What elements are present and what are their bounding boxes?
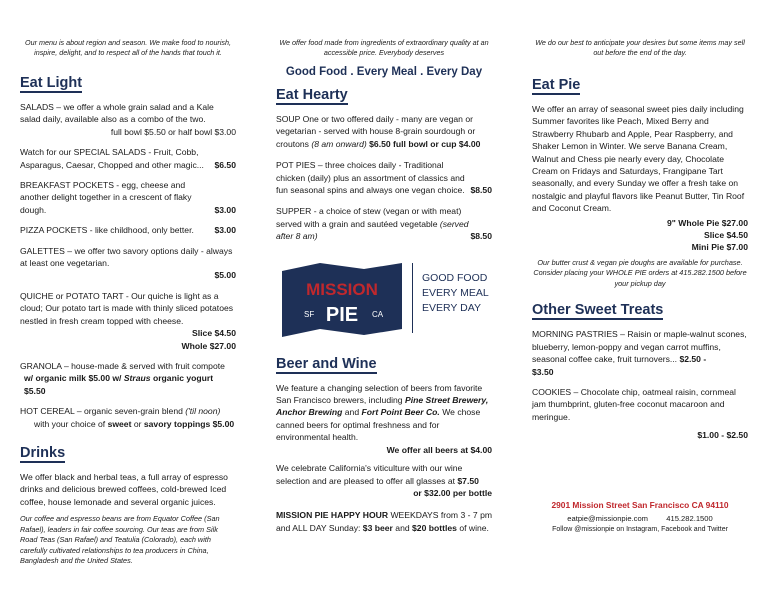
svg-text:SF: SF: [304, 309, 315, 319]
hot-cereal-price: with your choice of sweet or savory toppings $5.00: [34, 418, 235, 429]
column-right: [512, 0, 768, 594]
eat-pie-text: We offer an array of seasonal sweet pies daily including Summer favorites like Peach, Mixed Berry and Strawberry Rhubarb and Apple, Pear Raspberry, and Shaker Lemon in Winter. We serve Banana Cream, Walnut and Chess pie nearly every day, Chocolate Cream on Fridays and Saturdays, Frangipane Tart seasonally, and every Sunday we offer a fresh take on nostalgic and playful flavors like Peanut Butter, Tin Roof and Coconut Cream.: [532, 104, 745, 214]
svg-text:PIE: PIE: [325, 303, 359, 326]
other-sweet-treats-heading: Other Sweet Treats: [532, 302, 664, 319]
hot-cereal-text: HOT CEREAL – organic seven-grain blend ('til noon): [20, 406, 221, 417]
beer-wine-heading: Beer and Wine: [276, 355, 377, 372]
pizza-pockets-price: $3.00: [214, 225, 236, 236]
svg-text:MISSION: MISSION: [306, 279, 378, 299]
quiche-whole-price: Whole $27.00: [181, 340, 236, 351]
beer-text: We feature a changing selection of beers from favorite San Francisco brewers, including Pine Street Brewery, Anchor Brewing and Fort Point Beer Co. We chose canned beers for optimal freshness and for environmental health.: [276, 382, 489, 443]
footer-follow: Follow @missionpie on Instagram, Facebook and Twitter: [552, 526, 728, 533]
slice-price: Slice $4.50: [704, 230, 748, 241]
beer-price: We offer all beers at $4.00: [386, 444, 492, 455]
granola-text: GRANOLA – house-made & served with fruit compote: [20, 360, 225, 371]
galettes-text: GALETTES – we offer two savory options daily - always at least one vegetarian.: [20, 245, 233, 269]
logo-divider: [412, 263, 413, 333]
whole-pie-price: 9" Whole Pie $27.00: [667, 217, 748, 228]
pot-pies-price: $8.50: [470, 185, 492, 196]
intro-text: Our menu is about region and season. We make food to nourish, inspire, delight, and to respect all of the hands that touch it.: [24, 38, 232, 57]
drinks-note: Our coffee and espresso beans are from Equator Coffee (San Rafael), leaders in fair coffee sourcing. Our teas are from Silk Road Teas (San Rafael) and Teatulia (Colorado), each with carefully cultivated relationships to tea producers in China, Bangladesh and the United States.: [20, 514, 220, 566]
column-left: [0, 0, 256, 594]
happy-hour-text: MISSION PIE HAPPY HOUR WEEKDAYS from 3 - 7 pm and ALL DAY Sunday: $3 beer and $20 bottles of wine.: [276, 510, 493, 533]
footer-email[interactable]: eatpie@missionpie.com: [567, 514, 649, 523]
wine-bottle-price: or $32.00 per bottle: [413, 487, 492, 498]
salads-price: full bowl $5.50 or half bowl $3.00: [110, 126, 236, 137]
footer-address: 2901 Mission Street San Francisco CA 94110: [551, 500, 729, 510]
footer-phone: 415.282.1500: [666, 514, 713, 523]
quiche-slice-price: Slice $4.50: [192, 328, 236, 339]
galettes-price: $5.00: [214, 270, 236, 281]
intro-text: We do our best to anticipate your desires but some items may sell out before the end of the day.: [535, 38, 745, 57]
wine-text: We celebrate California's viticulture with our wine selection and are pleased to offer all glasses at $7.50: [276, 463, 479, 486]
footer: [532, 500, 748, 533]
logo-banner-icon: [280, 259, 404, 339]
salads-text: SALADS – we offer a whole grain salad and a Kale salad daily, available also as a combo of the two.: [20, 102, 214, 125]
breakfast-pockets-text: BREAKFAST POCKETS - egg, cheese and another delight together in a crescent of flaky dough.: [20, 180, 192, 215]
drinks-heading: Drinks: [20, 444, 66, 461]
logo-tagline: GOOD FOOD EVERY MEAL EVERY DAY: [422, 271, 489, 314]
column-middle: [256, 0, 512, 594]
morning-pastries-text: MORNING PASTRIES – Raisin or maple-walnut scones, blueberry, lemon-poppy and vegan carrot muffins, seasonal coffee cake, fruit turnovers... $2.50 -: [532, 329, 747, 365]
special-salads-price: $6.50: [214, 159, 236, 170]
quiche-text: QUICHE or POTATO TART - Our quiche is light as a cloud; Our potato tart is made with thinly sliced potatoes nestled in fresh cream topped with cheese.: [20, 290, 234, 326]
supper-text: SUPPER - a choice of stew (vegan or with meat) served with a grain and sautéed vegetable (served after 8 am): [276, 206, 469, 242]
eat-pie-heading: Eat Pie: [532, 77, 581, 93]
cookies-price: $1.00 - $2.50: [697, 430, 748, 441]
svg-text:CA: CA: [372, 309, 384, 319]
supper-price: $8.50: [470, 231, 492, 242]
mini-pie-price: Mini Pie $7.00: [691, 242, 748, 253]
footer-contact: [532, 514, 748, 523]
eat-pie-note: Our butter crust & vegan pie doughs are available for purchase. Consider placing your WHOLE PIE orders at 415.282.1500 before your pickup day: [533, 257, 747, 288]
pot-pies-text: POT PIES – three choices daily - Traditional chicken (daily) plus an assortment of classics and fun seasonal spins and always one vegan choice.: [276, 160, 465, 196]
morning-pastries-price: $3.50: [532, 366, 554, 377]
pizza-pockets-text: PIZZA POCKETS - like childhood, only better.: [20, 225, 194, 236]
drinks-text: We offer black and herbal teas, a full array of espresso drinks and delicious brewed coffees, cold-brewed Iced coffee, house lemonade and several organic juices.: [20, 471, 228, 507]
granola-price: w/ organic milk $5.00 w/ Straus organic yogurt $5.50: [24, 373, 214, 396]
eat-light-heading: Eat Light: [20, 75, 83, 91]
cookies-text: COOKIES – Chocolate chip, oatmeal raisin, cornmeal jam thumbprint, gluten-free coconut macaroon and meringue.: [532, 387, 736, 422]
breakfast-pockets-price: $3.00: [214, 204, 236, 215]
intro-text: We offer food made from ingredients of extraordinary quality at an accessible price. Everybody deserves: [279, 38, 489, 57]
soup-text: SOUP One or two offered daily - many are vegan or vegetarian - served with house 8-grain sourdough or croutons (8 am onward) $6.50 full bowl or cup $4.00: [276, 114, 481, 149]
tagline: Good Food . Every Meal . Every Day: [285, 66, 483, 78]
special-salads-text: Watch for our SPECIAL SALADS - Fruit, Cobb, Asparagus, Caesar, Chopped and other magic...: [20, 147, 204, 170]
eat-hearty-heading: Eat Hearty: [276, 87, 348, 103]
mission-pie-logo: [276, 259, 492, 341]
